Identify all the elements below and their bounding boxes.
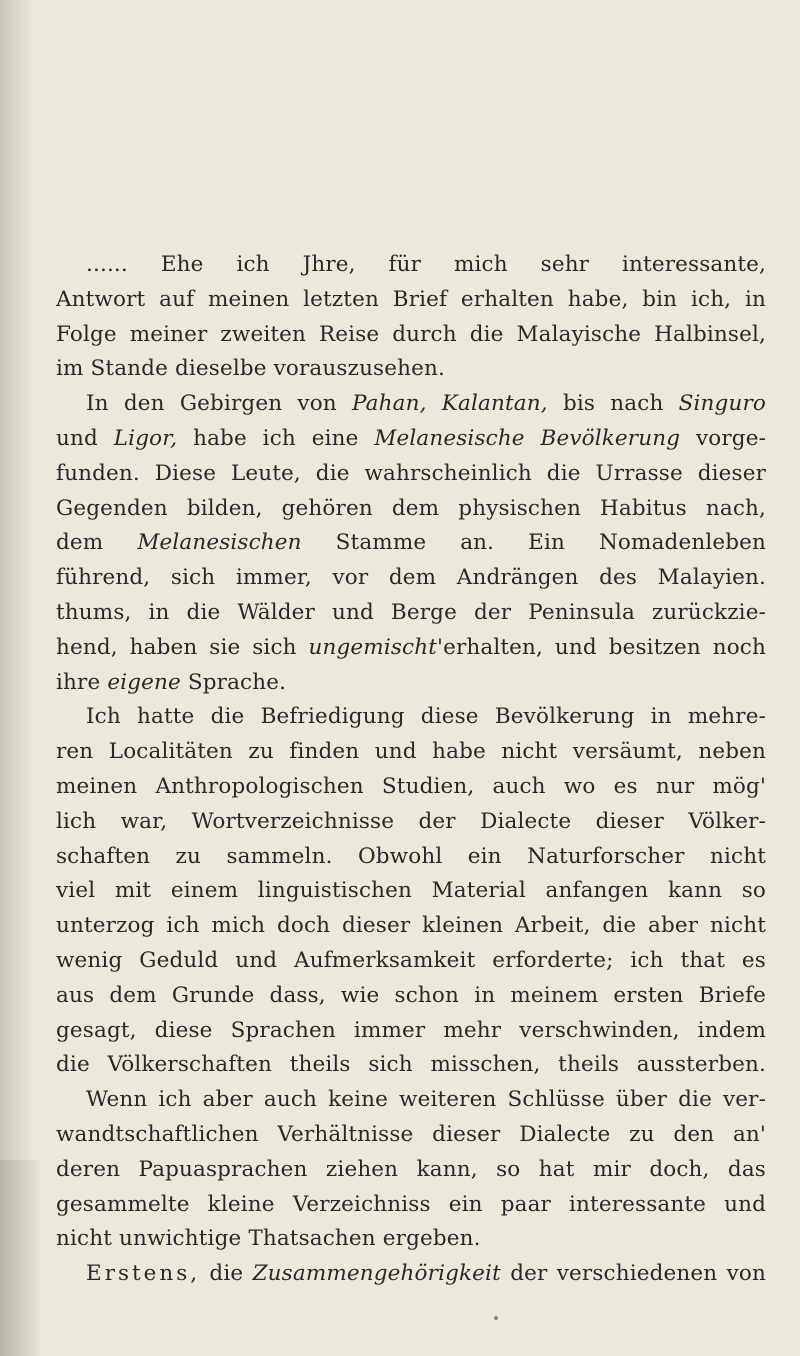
page-edge-shadow [0,0,34,1356]
text-line [56,631,766,666]
text-line [56,735,766,770]
text-line [56,387,766,422]
text-run: deren Papuasprachen ziehen kann, so hat mir doch, das [56,1156,766,1182]
text-line [56,1188,766,1223]
text-line [56,666,766,701]
text-line [56,561,766,596]
italic-text: Melanesischen [137,530,302,556]
text-line [56,909,766,944]
text-line [56,1083,766,1118]
italic-text: Zusammengehörigkeit [252,1261,501,1287]
text-run: die Völkerschaften theils sich misschen, theils aussterben. [56,1052,766,1078]
text-line [56,770,766,805]
text-run: dem [56,530,138,556]
text-run: und [56,425,114,451]
paper-speck [494,1316,498,1320]
text-run: 'erhalten, und besitzen noch [437,634,766,660]
italic-text: eigene [107,669,181,695]
italic-text: Pahan, Kalantan, [352,391,548,417]
italic-text: Ligor, [113,425,178,451]
text-line [56,1118,766,1153]
text-run: Ich hatte die Befriedigung diese Bevölkerung in mehre- [86,704,766,730]
text-line [56,318,766,353]
text-line [56,526,766,561]
text-run: gesammelte kleine Verzeichniss ein paar interessante und [56,1191,766,1217]
text-line [56,840,766,875]
spaced-text: Erstens, [86,1261,201,1287]
text-line [56,979,766,1014]
text-run: In den Gebirgen von [86,391,353,417]
text-run: funden. Diese Leute, die wahrscheinlich die Urrasse dieser [56,460,766,486]
text-run: thums, in die Wälder und Berge der Peninsula zurückzie- [56,599,766,625]
text-line [56,1014,766,1049]
text-run: aus dem Grunde dass, wie schon in meinem ersten Briefe [56,982,766,1008]
text-line [56,1257,766,1292]
text-line [56,1153,766,1188]
text-line [56,700,766,735]
text-run: die [200,1261,253,1287]
text-line [56,352,766,387]
text-run: Gegenden bilden, gehören dem physischen Habitus nach, [56,495,766,521]
text-line [56,457,766,492]
text-run: Stamme an. Ein Nomadenleben [301,530,766,556]
text-line [56,248,766,283]
text-run: der verschiedenen von [500,1261,766,1287]
text-run: Wenn ich aber auch keine weiteren Schlüsse über die ver- [86,1087,766,1113]
text-run: habe ich eine [177,425,375,451]
text-run: meinen Anthropologischen Studien, auch wo es nur mög' [56,773,766,799]
italic-text: ungemischt [308,634,438,660]
text-run: gesagt, diese Sprachen immer mehr verschwinden, indem [56,1017,766,1043]
text-line [56,874,766,909]
text-line [56,1222,766,1257]
italic-text: Singuro [678,391,766,417]
text-run: schaften zu sammeln. Obwohl ein Naturforscher nicht [56,843,766,869]
text-run: viel mit einem linguistischen Material anfangen kann so [56,878,766,904]
document-body [56,248,766,1292]
text-line [56,1048,766,1083]
italic-text: Melanesische Bevölkerung [374,425,681,451]
text-run: wandtschaftlichen Verhältnisse dieser Dialecte zu den an' [56,1121,766,1147]
text-run: Sprache. [180,669,287,695]
text-line [56,283,766,318]
text-run: ihre [56,669,108,695]
text-run: hend, haben sie sich [56,634,309,660]
text-run: vorge- [680,425,766,451]
text-run: wenig Geduld und Aufmerksamkeit erforderte; ich that es [56,947,766,973]
text-run: ren Localitäten zu finden und habe nicht versäumt, neben [56,739,766,765]
text-run: unterzog ich mich doch dieser kleinen Arbeit, die aber nicht [56,913,766,939]
text-run: Folge meiner zweiten Reise durch die Malayische Halbinsel, [56,321,766,347]
text-run: nicht unwichtige Thatsachen ergeben. [56,1226,481,1252]
text-run: lich war, Wortverzeichnisse der Dialecte dieser Völker- [56,808,766,834]
page-edge-shadow-bottom [0,1160,42,1356]
text-line [56,492,766,527]
text-line [56,944,766,979]
text-line [56,596,766,631]
text-line [56,422,766,457]
text-run: Antwort auf meinen letzten Brief erhalten habe, bin ich, in [56,286,766,312]
text-run: ...... Ehe ich Jhre, für mich sehr interessante, [86,252,766,277]
text-run: führend, sich immer, vor dem Andrängen des Malayien. [56,565,766,591]
text-run: bis nach [547,391,679,417]
text-run: im Stande dieselbe vorauszusehen. [56,356,445,382]
text-line [56,805,766,840]
